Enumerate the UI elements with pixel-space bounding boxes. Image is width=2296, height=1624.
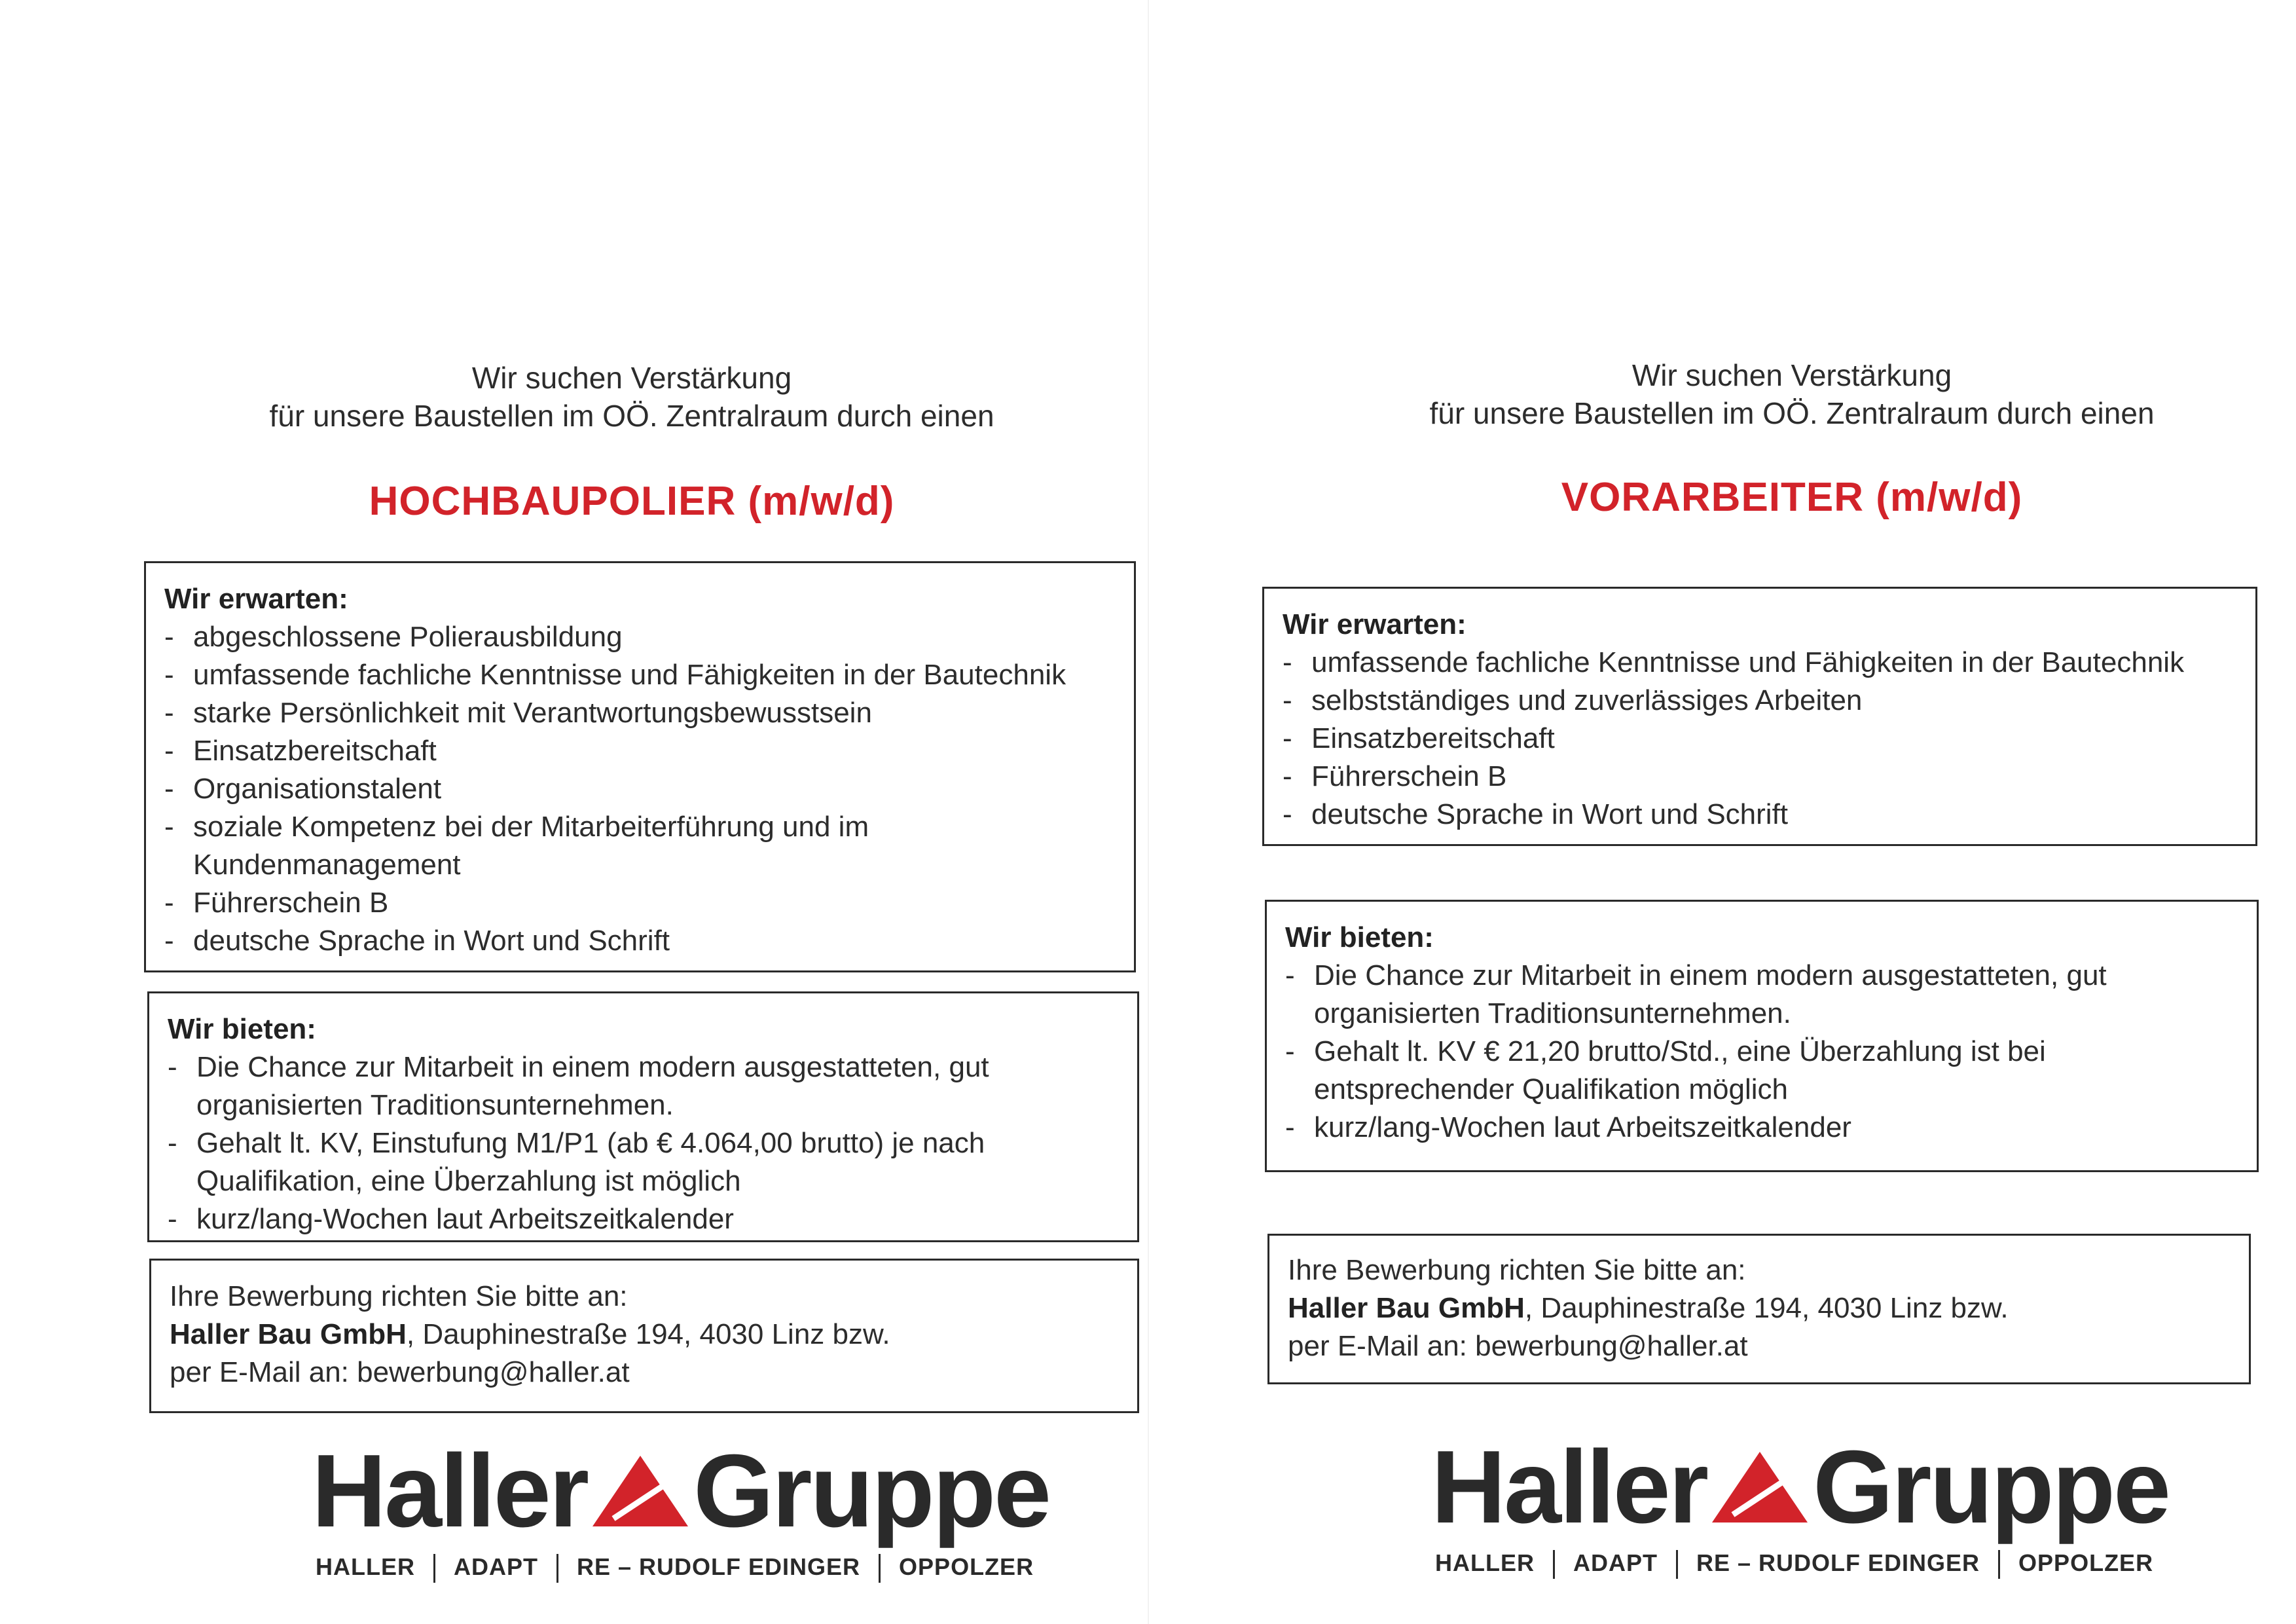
list-item: - deutsche Sprache in Wort und Schrift: [1283, 796, 2238, 834]
haller-gruppe-logo: [312, 1433, 1049, 1549]
brand-separator: [1676, 1550, 1678, 1579]
brand-separator: [879, 1554, 881, 1583]
job-title: VORARBEITER (m/w/d): [1561, 475, 2023, 520]
list-item: - Führerschein B: [1283, 758, 2238, 796]
list-item: - Führerschein B: [164, 884, 1117, 922]
offer-box: [1265, 900, 2259, 1172]
application-intro: Ihre Bewerbung richten Sie bitte an:: [1288, 1254, 1746, 1286]
intro-line-1: Wir suchen Verstärkung: [471, 361, 792, 395]
list-item: - soziale Kompetenz bei der Mitarbeiterführung und im Kundenmanagement: [164, 808, 1117, 884]
expectations-box: [1262, 587, 2257, 846]
brand-separator: [556, 1554, 558, 1583]
expectations-list: [1283, 644, 2238, 834]
logo-word-gruppe: Gruppe: [1813, 1430, 2169, 1545]
brand-re-rudolf-edinger: RE – RUDOLF EDINGER: [1696, 1549, 1980, 1576]
list-item: - kurz/lang-Wochen laut Arbeitszeitkalender: [1285, 1109, 2240, 1147]
address-text: , Dauphinestraße 194, 4030 Linz bzw.: [1524, 1292, 2009, 1324]
brand-haller: HALLER: [316, 1553, 415, 1580]
expectations-list: [164, 618, 1117, 960]
expectations-heading: Wir erwarten:: [164, 583, 348, 615]
logo-word-haller: Haller: [1431, 1430, 1707, 1545]
offer-list: [1285, 957, 2240, 1147]
offer-box: [147, 991, 1139, 1242]
application-address: [1288, 1289, 2232, 1327]
job-title: HOCHBAUPOLIER (m/w/d): [369, 479, 895, 524]
list-item: - abgeschlossene Polierausbildung: [164, 618, 1117, 656]
list-item: - selbstständiges und zuverlässiges Arbeiten: [1283, 682, 2238, 720]
application-address: [170, 1316, 1120, 1354]
list-item: - umfassende fachliche Kenntnisse und Fähigkeiten in der Bautechnik: [1283, 644, 2238, 682]
brand-list: [1435, 1549, 2153, 1579]
brand-separator: [433, 1554, 435, 1583]
logo-word-gruppe: Gruppe: [693, 1433, 1049, 1549]
brand-oppolzer: OPPOLZER: [2018, 1549, 2154, 1576]
list-item: - Die Chance zur Mitarbeit in einem modern ausgestatteten, gut organisierten Traditionsunternehmen.: [168, 1048, 1120, 1124]
intro-line-2: für unsere Baustellen im OÖ. Zentralraum durch einen: [1429, 396, 2155, 430]
application-box: [149, 1259, 1139, 1413]
application-box: [1267, 1234, 2251, 1384]
haller-gruppe-logo: [1431, 1430, 2169, 1545]
application-email: per E-Mail an: bewerbung@haller.at: [170, 1356, 630, 1388]
list-item: - Gehalt lt. KV, Einstufung M1/P1 (ab € 4.064,00 brutto) je nach Qualifikation, eine Überzahlung ist möglich: [168, 1124, 1120, 1200]
brand-re-rudolf-edinger: RE – RUDOLF EDINGER: [577, 1553, 861, 1580]
brand-adapt: ADAPT: [1573, 1549, 1658, 1576]
offer-list: [168, 1048, 1120, 1238]
offer-heading: Wir bieten:: [168, 1013, 316, 1045]
list-item: - umfassende fachliche Kenntnisse und Fähigkeiten in der Bautechnik: [164, 656, 1117, 694]
intro-text: [0, 359, 1264, 435]
logo-triangle-icon: [1711, 1447, 1809, 1525]
brand-separator: [1553, 1550, 1555, 1579]
logo-triangle-icon: [591, 1450, 689, 1529]
expectations-box: [144, 561, 1136, 972]
brand-adapt: ADAPT: [454, 1553, 538, 1580]
brand-oppolzer: OPPOLZER: [899, 1553, 1034, 1580]
list-item: - starke Persönlichkeit mit Verantwortungsbewusstsein: [164, 694, 1117, 732]
offer-heading: Wir bieten:: [1285, 921, 1434, 953]
intro-text: [1148, 356, 2296, 432]
list-item: - Die Chance zur Mitarbeit in einem modern ausgestatteten, gut organisierten Traditionsunternehmen.: [1285, 957, 2240, 1033]
right-flyer: [1148, 0, 2296, 1624]
list-item: - deutsche Sprache in Wort und Schrift: [164, 922, 1117, 960]
address-text: , Dauphinestraße 194, 4030 Linz bzw.: [406, 1318, 890, 1350]
list-item: - Einsatzbereitschaft: [1283, 720, 2238, 758]
application-email: per E-Mail an: bewerbung@haller.at: [1288, 1330, 1748, 1362]
company-name: Haller Bau GmbH: [170, 1318, 407, 1350]
list-item: - Organisationstalent: [164, 770, 1117, 808]
application-intro: Ihre Bewerbung richten Sie bitte an:: [170, 1280, 628, 1312]
company-name: Haller Bau GmbH: [1288, 1292, 1525, 1324]
brand-list: [316, 1553, 1034, 1583]
brand-haller: HALLER: [1435, 1549, 1535, 1576]
intro-line-1: Wir suchen Verstärkung: [1631, 358, 1952, 392]
logo-word-haller: Haller: [312, 1433, 588, 1549]
list-item: - Einsatzbereitschaft: [164, 732, 1117, 770]
intro-line-2: für unsere Baustellen im OÖ. Zentralraum durch einen: [269, 399, 994, 433]
brand-separator: [1998, 1550, 2000, 1579]
expectations-heading: Wir erwarten:: [1283, 608, 1467, 640]
list-item: - kurz/lang-Wochen laut Arbeitszeitkalender: [168, 1200, 1120, 1238]
list-item: - Gehalt lt. KV € 21,20 brutto/Std., eine Überzahlung ist bei entsprechender Qualifikation möglich: [1285, 1033, 2240, 1109]
